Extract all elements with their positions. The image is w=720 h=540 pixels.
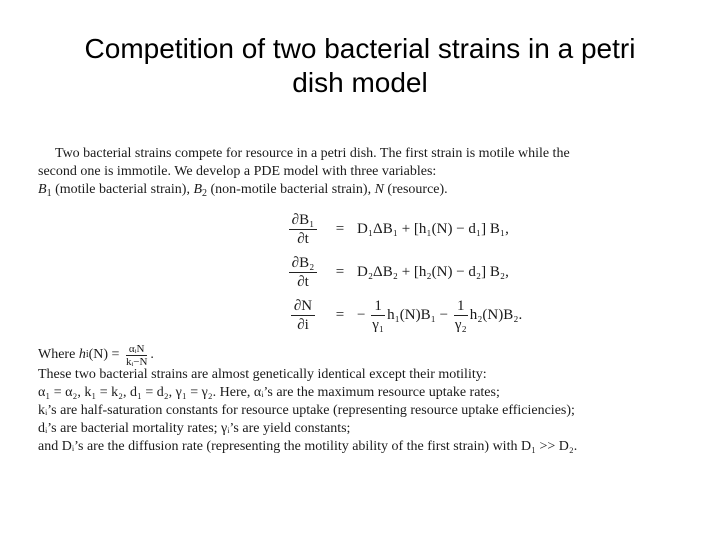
details-line-4: dᵢ’s are bacterial mortality rates; γᵢ’s are yield constants;: [38, 421, 351, 436]
details-line-1: These two bacterial strains are almost genetically identical except their motility:: [38, 367, 487, 382]
equals-sign: =: [335, 307, 345, 323]
variable-n: N: [374, 182, 384, 197]
pde-equation-system: [283, 208, 522, 337]
minus-sign: −: [357, 307, 366, 323]
variable-b1: B: [38, 182, 47, 197]
equation-b2-rhs: D₂ΔB₂ + [h₂(N) − d₂] B₂,: [357, 264, 509, 280]
variable-b1-description: (motile bacterial strain),: [51, 182, 194, 197]
equation-b2: [283, 251, 522, 294]
intro-paragraph: [38, 145, 698, 199]
intro-line-1: Two bacterial strains compete for resource in a petri dish. The first strain is motile while the: [55, 146, 570, 161]
equation-n-end-term: h₂(N)B₂.: [469, 307, 523, 323]
variable-b2-subscript: 2: [202, 188, 208, 199]
gamma1-fraction: $\frac{1}{\text{γ₁}}$: [372, 298, 385, 333]
details-line-5: and Dᵢ’s are the diffusion rate (representing the motility ability of the first strain) with D₁ >> D₂.: [38, 439, 578, 454]
gamma2-fraction: $\frac{1}{\text{γ₂}}$: [454, 298, 467, 333]
equation-b1-lhs: $\frac{\text{∂B₁}}{\partial t}$: [289, 211, 318, 248]
variable-b1-subscript: 1: [46, 188, 52, 199]
details-line-2: α₁ = α₂, k₁ = k₂, d₁ = d₂, γ₁ = γ₂. Here, αᵢ’s are the maximum resource uptake rates;: [38, 385, 500, 400]
equation-n-rhs: [357, 297, 522, 334]
equals-sign: =: [335, 264, 345, 280]
slide-title-line-2: dish model: [292, 67, 428, 98]
intro-line-3: [38, 181, 698, 199]
equation-n: [283, 294, 522, 337]
intro-line-2: second one is immotile. We develop a PDE model with three variables:: [38, 164, 437, 179]
variable-b2-description: (non-motile bacterial strain),: [207, 182, 375, 197]
definition-paragraph: [38, 344, 698, 456]
slide-title: [20, 32, 700, 100]
equation-b2-lhs: $\frac{\text{∂B₂}}{\partial t}$: [289, 254, 318, 291]
variable-b2: B: [193, 182, 203, 197]
equals-sign: =: [335, 221, 345, 237]
uptake-function-definition: Where h i (N) = $\frac{\text{αᵢN}}{\text{kᵢ−N}}$ .: [38, 342, 154, 368]
equation-b1: [283, 208, 522, 251]
details-line-3: kᵢ’s are half-saturation constants for resource uptake (representing resource uptake efficiencies);: [38, 403, 575, 418]
variable-n-description: (resource).: [383, 182, 448, 197]
slide-title-line-1: Competition of two bacterial strains in a petri: [84, 33, 636, 64]
uptake-fraction: $\frac{\text{αᵢN}}{\text{kᵢ−N}}$: [125, 342, 148, 368]
equation-n-middle-term: h₁(N)B₁ −: [387, 307, 452, 323]
equation-b1-rhs: D₁ΔB₁ + [h₁(N) − d₁] B₁,: [357, 221, 509, 237]
equation-n-lhs: $\frac{\partial N}{\partial i}$: [291, 297, 315, 334]
